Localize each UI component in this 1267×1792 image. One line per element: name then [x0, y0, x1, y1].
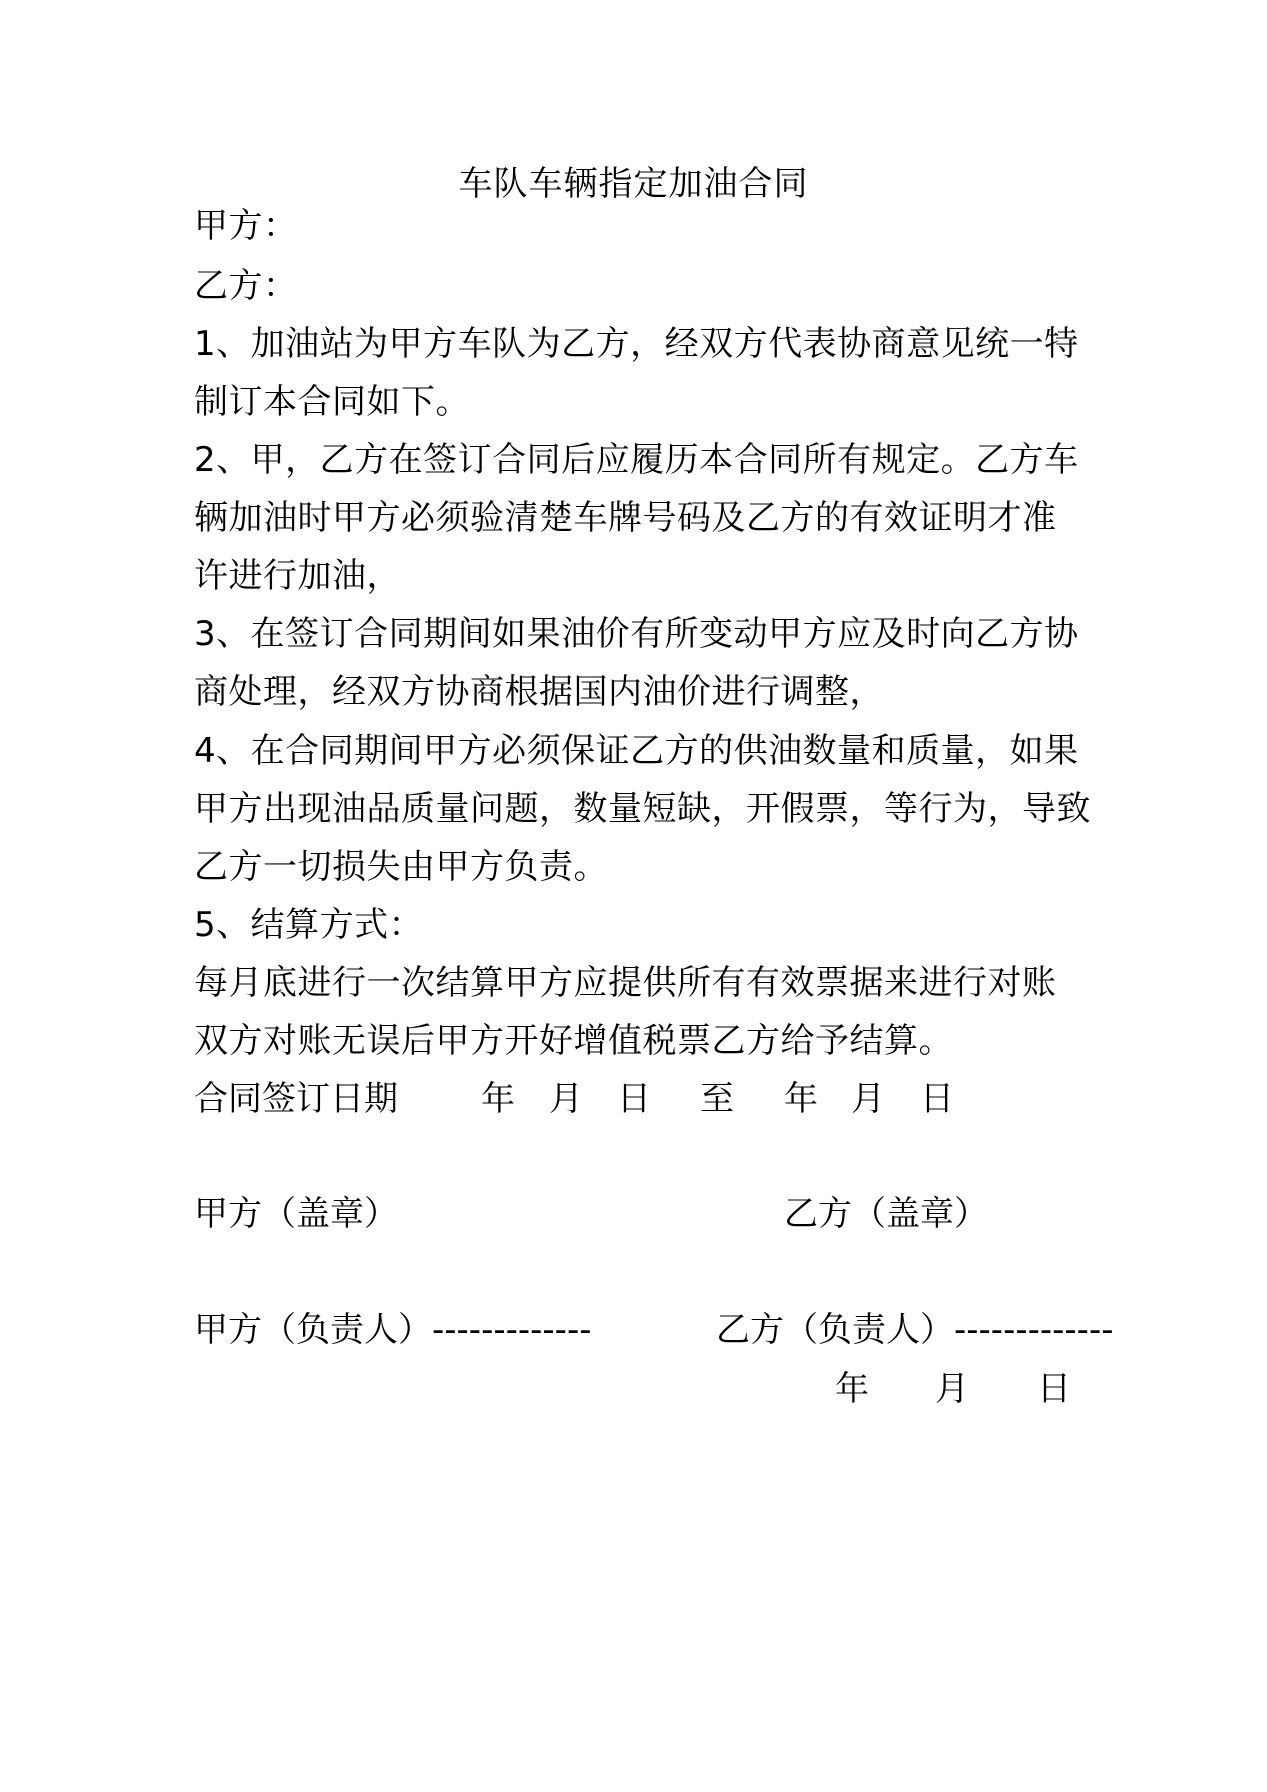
clause-line: 商处理，经双方协商根据国内油价进行调整，	[194, 672, 884, 712]
signing-date-day-end: 日	[920, 1079, 954, 1119]
clause-line: 乙方一切损失由甲方负责。	[194, 847, 608, 887]
clause-line: 许进行加油，	[194, 556, 401, 596]
final-date-year: 年	[835, 1369, 869, 1409]
party-a-label: 甲方：	[194, 206, 298, 246]
final-date-day: 日	[1037, 1369, 1071, 1409]
clause-line: 5、结算方式：	[194, 905, 424, 945]
signing-date-label: 合同签订日期	[194, 1079, 398, 1119]
clause-line: 制订本合同如下。	[194, 382, 470, 422]
signing-date-to: 至	[700, 1079, 734, 1119]
signing-date-year-end: 年	[784, 1079, 818, 1119]
signing-date-day-start: 日	[617, 1079, 651, 1119]
final-date-month: 月	[935, 1369, 969, 1409]
clause-line: 甲方出现油品质量问题，数量短缺，开假票，等行为，导致	[194, 789, 1091, 829]
clause-line: 每月底进行一次结算甲方应提供所有有效票据来进行对账	[194, 963, 1057, 1003]
party-a-representative: 甲方（负责人）-------------	[194, 1310, 592, 1350]
clause-line: 1、加油站为甲方车队为乙方，经双方代表协商意见统一特	[194, 324, 1079, 364]
signing-date-year-start: 年	[481, 1079, 515, 1119]
party-b-seal: 乙方（盖章）	[784, 1194, 988, 1234]
clause-line: 4、在合同期间甲方必须保证乙方的供油数量和质量，如果	[194, 731, 1079, 771]
clause-line: 2、甲，乙方在签订合同后应履历本合同所有规定。乙方车	[194, 440, 1079, 480]
signing-date-month-start: 月	[549, 1079, 583, 1119]
clause-line: 双方对账无误后甲方开好增值税票乙方给予结算。	[194, 1021, 953, 1061]
signing-date-month-end: 月	[851, 1079, 885, 1119]
clause-line: 3、在签订合同期间如果油价有所变动甲方应及时向乙方协	[194, 614, 1079, 654]
party-b-representative: 乙方（负责人）-------------	[716, 1310, 1114, 1350]
page-title: 车队车辆指定加油合同	[458, 164, 809, 204]
party-b-label: 乙方：	[194, 266, 298, 306]
clause-line: 辆加油时甲方必须验清楚车牌号码及乙方的有效证明才准	[194, 498, 1057, 538]
party-a-seal: 甲方（盖章）	[194, 1194, 398, 1234]
